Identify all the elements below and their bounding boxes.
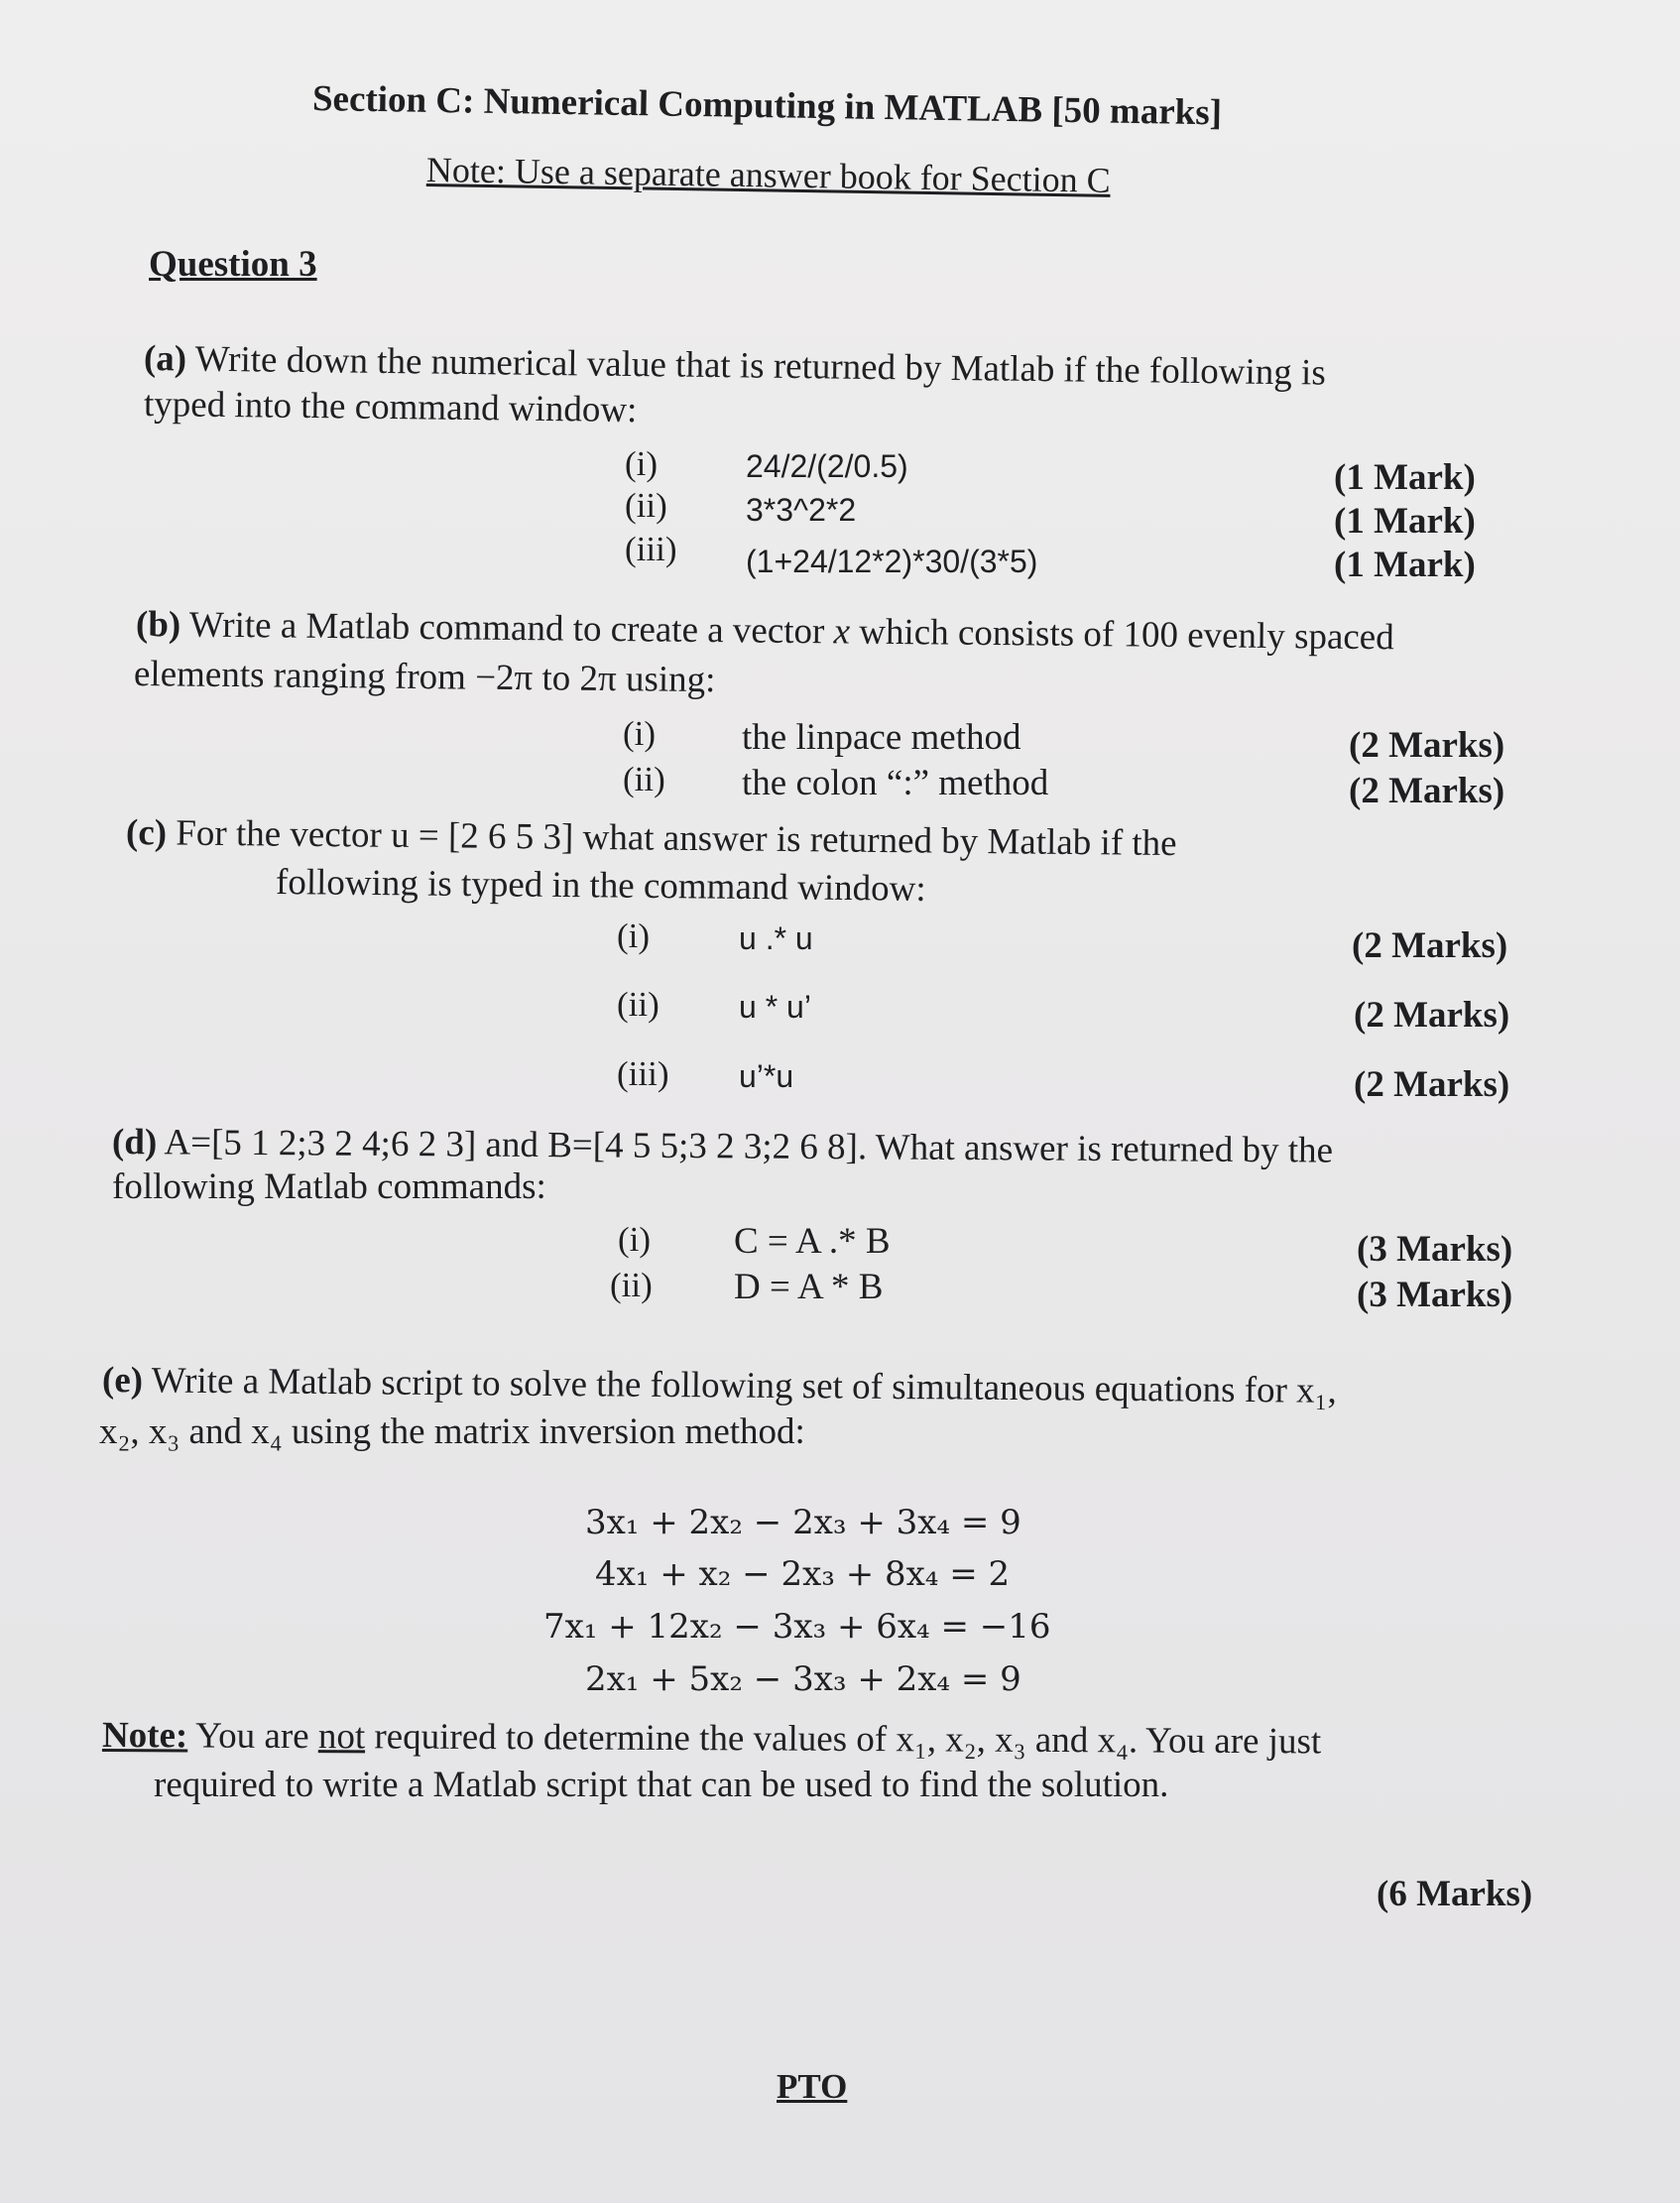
part-c-item-num: (ii) <box>617 985 660 1024</box>
part-c-item-marks: (2 Marks) <box>1352 925 1508 966</box>
equation: 2x₁ + 5x₂ − 3x₃ + 2x₄ = 9 <box>585 1659 1021 1699</box>
part-c-label: (c) <box>125 812 168 854</box>
part-a-item-marks: (1 Mark) <box>1334 457 1476 498</box>
part-d-item-num: (i) <box>618 1220 652 1259</box>
part-c-line1: For the vector u = [2 6 5 3] what answer is returned by Matlab if the <box>176 812 1177 865</box>
part-d-label: (d) <box>111 1122 158 1163</box>
part-d-line2: following Matlab commands: <box>112 1166 546 1207</box>
part-a-line2: typed into the command window: <box>143 384 638 431</box>
part-b-item-text: the colon “:” method <box>742 763 1049 803</box>
note-post: required to determine the values of x₁, x₂, x₃ and x₄. You are just <box>374 1716 1322 1763</box>
note-label: Note: <box>101 1715 188 1757</box>
pto-label: PTO <box>777 2067 848 2106</box>
part-a-item-expr: 24/2/(2/0.5) <box>746 448 908 484</box>
part-a-item-num: (ii) <box>625 486 667 525</box>
part-b-line2: elements ranging from −2π to 2π using: <box>133 654 716 701</box>
part-d-item-marks: (3 Marks) <box>1357 1275 1513 1315</box>
part-b-line1-pre: Write a Matlab command to create a vector <box>188 604 825 653</box>
part-b-line1-post: which consists of 100 evenly spaced <box>859 611 1394 659</box>
part-e-note <box>102 1714 1321 1764</box>
part-a-item-marks: (1 Mark) <box>1334 501 1476 542</box>
part-b-item-num: (ii) <box>623 760 665 798</box>
part-a-label: (a) <box>143 338 187 380</box>
part-b-item-marks: (2 Marks) <box>1349 725 1505 766</box>
part-d-line1: A=[5 1 2;3 2 4;6 2 3] and B=[4 5 5;3 2 3;2 6 8]. What answer is returned by the <box>164 1122 1334 1171</box>
part-e-note-line2: required to write a Matlab script that can be used to find the solution. <box>154 1765 1169 1805</box>
part-c-item-marks: (2 Marks) <box>1354 1064 1510 1105</box>
part-e-text <box>102 1359 1337 1413</box>
part-e-label: (e) <box>101 1360 144 1402</box>
part-a-item-marks: (1 Mark) <box>1334 545 1476 585</box>
part-e-marks: (6 Marks) <box>1377 1874 1533 1914</box>
section-note: Note: Use a separate answer book for Section C <box>425 150 1112 200</box>
note-pre: You are <box>195 1715 309 1758</box>
part-c-text <box>126 811 1177 866</box>
equation: 4x₁ + x₂ − 2x₃ + 8x₄ = 2 <box>595 1554 1011 1594</box>
part-b-item-marks: (2 Marks) <box>1349 771 1505 811</box>
part-a-item-num: (i) <box>625 444 659 483</box>
part-d-item-expr: C = A .* B <box>734 1221 891 1262</box>
equation: 7x₁ + 12x₂ − 3x₃ + 6x₄ = −16 <box>543 1607 1051 1647</box>
part-e-line1: Write a Matlab script to solve the following set of simultaneous equations for x₁, <box>151 1360 1337 1411</box>
part-b-item-text: the linpace method <box>742 717 1021 758</box>
part-c-item-expr: u’*u <box>739 1058 794 1094</box>
part-a-item-expr: (1+24/12*2)*30/(3*5) <box>746 544 1038 579</box>
part-e-line2: x₂, x₃ and x₄ using the matrix inversion method: <box>99 1411 805 1452</box>
question-title: Question 3 <box>149 244 317 285</box>
part-a-item-num: (iii) <box>625 530 677 568</box>
note-not: not <box>317 1716 366 1758</box>
part-c-item-marks: (2 Marks) <box>1354 995 1510 1036</box>
part-b-item-num: (i) <box>623 714 657 753</box>
part-d-item-marks: (3 Marks) <box>1357 1229 1513 1270</box>
part-c-item-num: (i) <box>617 917 651 955</box>
part-c-line2: following is typed in the command window: <box>275 862 926 910</box>
section-title: Section C: Numerical Computing in MATLAB [50 marks] <box>311 78 1223 134</box>
part-b-text <box>136 603 1394 660</box>
part-a-item-expr: 3*3^2*2 <box>746 492 857 528</box>
equation: 3x₁ + 2x₂ − 2x₃ + 3x₄ = 9 <box>585 1503 1021 1542</box>
part-d-item-num: (ii) <box>610 1266 653 1304</box>
part-a-line1: Write down the numerical value that is returned by Matlab if the following is <box>194 338 1326 394</box>
part-b-label: (b) <box>135 604 181 646</box>
part-d-item-expr: D = A * B <box>734 1267 884 1307</box>
part-c-item-expr: u .* u <box>739 920 813 956</box>
part-c-item-expr: u * u’ <box>739 989 811 1025</box>
part-b-var: x <box>833 611 851 653</box>
part-c-item-num: (iii) <box>617 1054 669 1093</box>
